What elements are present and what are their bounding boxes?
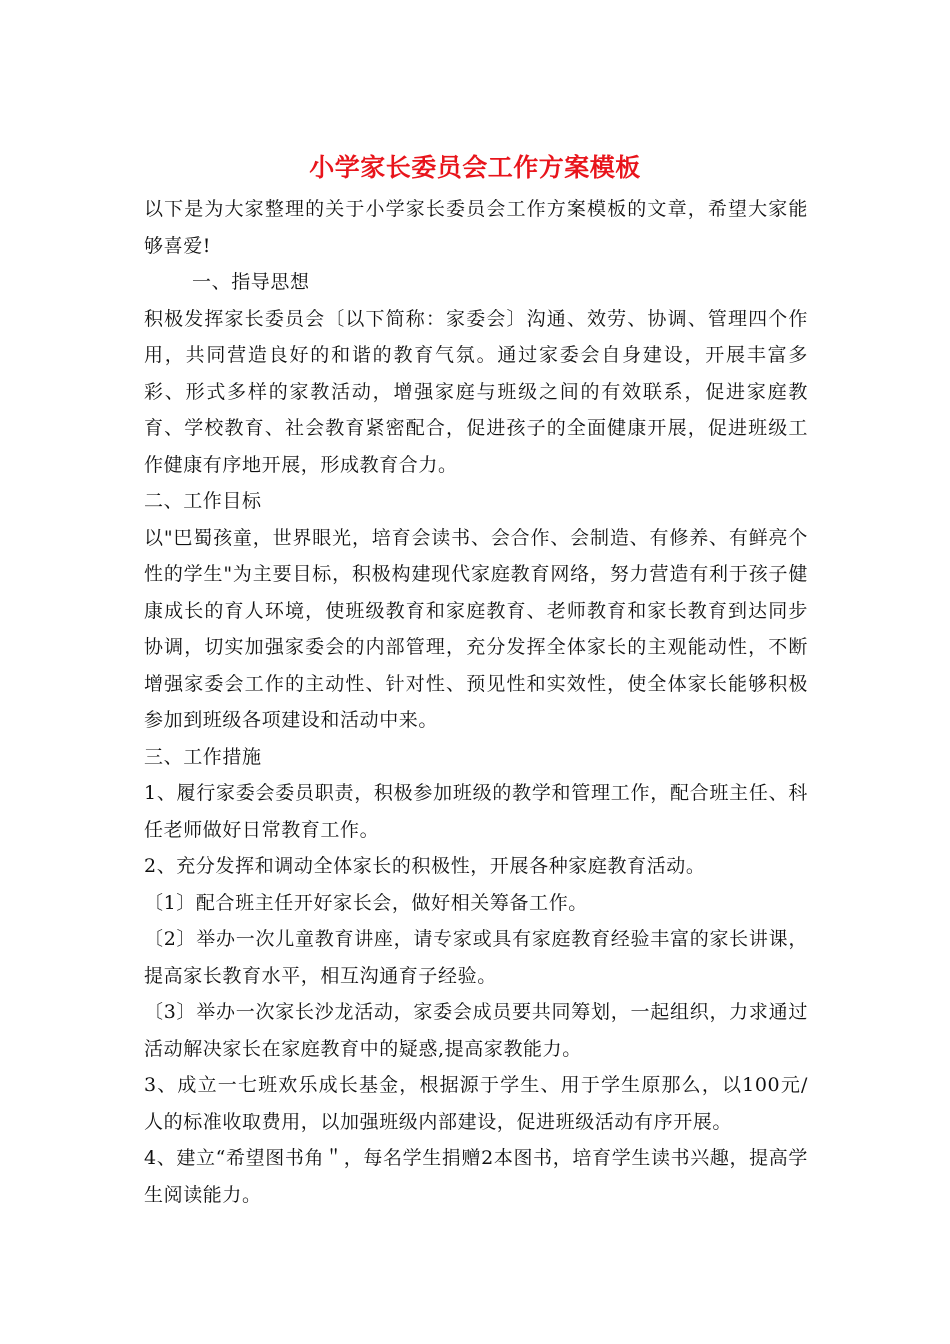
measure-item-4: 4、建立“希望图书角＂，每名学生捐赠2本图书，培育学生读书兴趣，提高学生阅读能力。 [144,1147,808,1206]
measure-item-2: 2、充分发挥和调动全体家长的积极性，开展各种家庭教育活动。 [144,855,706,877]
section-heading-work-measures: 三、工作措施 [144,745,262,768]
measure-item-3: 3、成立一七班欢乐成长基金，根据源于学生、用于学生原那么，以100元/人的标准收取费用，以加强班级内部建设，促进班级活动有序开展。 [144,1074,808,1133]
measure-subitem-3: 〔3〕举办一次家长沙龙活动，家委会成员要共同筹划，一起组织，力求通过活动解决家长在家庭教育中的疑惑,提高家教能力。 [144,1001,808,1060]
paragraph-work-goals: 以"巴蜀孩童，世界眼光，培育会读书、会合作、会制造、有修养、有鲜亮个性的学生"为主要目标，积极构建现代家庭教育网络，努力营造有利于孩子健康成长的育人环境，使班级教育和家庭教育、老师教育和家长教育到达同步协调，切实加强家委会的内部管理，充分发挥全体家长的主观能动性，不断增强家委会工作的主动性、针对性、预见性和实效性，使全体家长能够积极参加到班级各项建设和活动中来。 [144,526,808,731]
measure-subitem-2: 〔2〕举办一次儿童教育讲座，请专家或具有家庭教育经验丰富的家长讲课，提高家长教育水平，相互沟通育子经验。 [144,928,808,987]
intro-paragraph: 以下是为大家整理的关于小学家长委员会工作方案模板的文章，希望大家能够喜爱! [144,198,808,257]
section-heading-guiding-thought: 一、指导思想 [192,271,310,293]
document-title: 小学家长委员会工作方案模板 [309,153,641,182]
measure-subitem-1: 〔1〕配合班主任开好家长会，做好相关筹备工作。 [144,891,588,914]
document-body [144,191,808,1213]
section-heading-work-goals: 二、工作目标 [144,490,262,512]
measure-item-1: 1、履行家委会委员职责，积极参加班级的教学和管理工作，配合班主任、科任老师做好日常教育工作。 [144,782,808,841]
paragraph-guiding-thought: 积极发挥家长委员会〔以下简称：家委会〕沟通、效劳、协调、管理四个作用，共同营造良好的和谐的教育气氛。通过家委会自身建设，开展丰富多彩、形式多样的家教活动，增强家庭与班级之间的有效联系，促进家庭教育、学校教育、社会教育紧密配合，促进孩子的全面健康开展，促进班级工作健康有序地开展，形成教育合力。 [144,307,808,476]
